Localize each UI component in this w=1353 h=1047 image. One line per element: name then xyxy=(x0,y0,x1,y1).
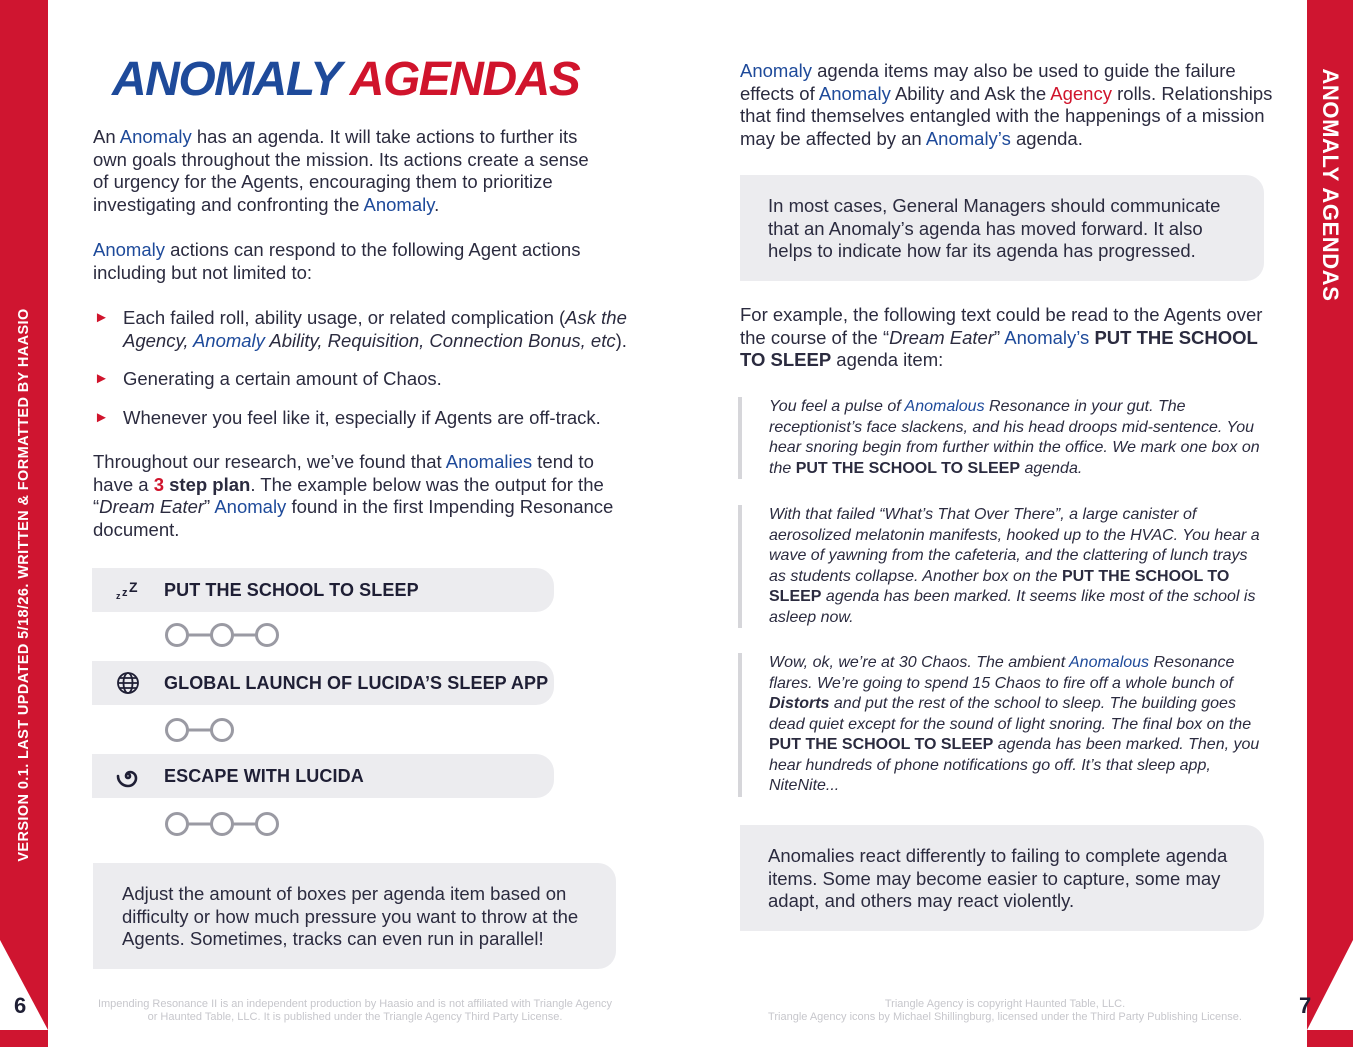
agenda-label: GLOBAL LAUNCH OF LUCIDA’S SLEEP APP xyxy=(164,672,549,693)
agenda-box xyxy=(212,720,233,741)
quote-2: With that failed “What’s That Over There”, a large canister of aerosolized melatonin manifests, hooked up to the HVAC. You hear a wave of yawning from the cafeteria, and the clattering of lunch trays as students collapse. Another box on the PUT THE SCHOOL TO SLEEP agenda has been marked. It seems like most of the school is asleep now. xyxy=(738,505,1268,628)
page-number-right: 7 xyxy=(1299,993,1312,1018)
list-item: ► Each failed roll, ability usage, or related complication (Ask the Agency, Anomaly Ability, Requisition, Connection Bonus, etc). xyxy=(94,307,627,351)
quote-1: You feel a pulse of Anomalous Resonance in your gut. The receptionist’s face slackens, and his head droops mid-sentence. You hear snoring begin from further within the office. We mark one box on the PUT THE SCHOOL TO SLEEP agenda. xyxy=(738,397,1268,479)
left-sidebar-version: VERSION 0.1. LAST UPDATED 5/18/26. WRITTEN & FORMATTED BY HAASIO xyxy=(16,308,32,862)
agenda-box xyxy=(167,625,188,646)
agenda-item-2 xyxy=(92,661,554,705)
callout-left: Adjust the amount of boxes per agenda item based on difficulty or how much pressure you want to throw at the Agents. Sometimes, tracks can even run in parallel! xyxy=(93,863,616,969)
agenda-box xyxy=(167,720,188,741)
agenda-box xyxy=(167,814,188,835)
quote-3: Wow, ok, we’re at 30 Chaos. The ambient Anomalous Resonance flares. We’re going to spend 15 Chaos to fire off a whole bunch of Distorts and put the rest of the school to sleep. The building goes dead quiet except for the sound of light snoring. The final box on the PUT THE SCHOOL TO SLEEP agenda has been marked. Then, you hear hundreds of phone notifications go off. It’s that sleep app, NiteNite... xyxy=(738,653,1268,797)
page-number-left: 6 xyxy=(14,993,27,1018)
agenda-track-1 xyxy=(165,622,285,648)
agenda-box xyxy=(257,814,278,835)
agenda-box xyxy=(212,814,233,835)
svg-text:z: z xyxy=(122,587,128,599)
sleep-zzz-icon xyxy=(92,579,164,601)
spiral-icon xyxy=(92,764,164,788)
callout-right-1: In most cases, General Managers should communicate that an Anomaly’s agenda has moved forward. It also helps to indicate how far its agenda has progressed. xyxy=(740,175,1264,281)
page-title: ANOMALY AGENDAS xyxy=(112,53,580,106)
agenda-item-3 xyxy=(92,754,554,798)
right-bar-corner xyxy=(1307,940,1353,1030)
svg-text:z: z xyxy=(116,591,121,601)
agenda-box xyxy=(257,625,278,646)
list-item: ► Generating a certain amount of Chaos. xyxy=(94,368,442,389)
right-intro-paragraph: Anomaly agenda items may also be used to guide the failure effects of Anomaly Ability and Ask the Agency rolls. Relationships that find themselves entangled with the happenings of a mission may be affected by an Anomaly’s agenda. xyxy=(740,60,1273,149)
agenda-box xyxy=(212,625,233,646)
actions-paragraph: Anomaly actions can respond to the following Agent actions including but not limited to: xyxy=(93,239,581,283)
globe-icon xyxy=(92,671,164,695)
agenda-label: PUT THE SCHOOL TO SLEEP xyxy=(164,579,419,600)
agenda-track-3 xyxy=(165,811,285,837)
example-paragraph: For example, the following text could be read to the Agents over the course of the “Dream Eater” Anomaly’s PUT THE SCHOOL TO SLEEP agenda item: xyxy=(740,304,1263,370)
svg-text:Z: Z xyxy=(129,579,138,595)
research-paragraph: Throughout our research, we’ve found that Anomalies tend to have a 3 step plan. The example below was the output for the “Dream Eater” Anomaly found in the first Impending Resonance document. xyxy=(93,451,614,540)
list-item: ► Whenever you feel like it, especially if Agents are off-track. xyxy=(94,406,601,428)
bullet-list xyxy=(93,307,633,445)
agenda-label: ESCAPE WITH LUCIDA xyxy=(164,765,364,786)
callout-right-2: Anomalies react differently to failing to complete agenda items. Some may become easier to capture, some may adapt, and others may react violently. xyxy=(740,825,1264,931)
agenda-track-2 xyxy=(165,717,240,743)
agenda-item-1 xyxy=(92,568,554,612)
footer-left: Impending Resonance II is an independent production by Haasio and is not affiliated with Triangle Agency or Haunted Table, LLC. It is published under the Triangle Agency Third Party License. xyxy=(97,998,613,1023)
intro-paragraph: An Anomaly has an agenda. It will take actions to further its own goals throughout the mission. Its actions create a sense of urgency for the Agents, encouraging them to prioritize investigating and confronting the Anomaly. xyxy=(93,126,589,215)
footer-right: Triangle Agency is copyright Haunted Table, LLC. Triangle Agency icons by Michael Shillingburg, licensed under the Third Party Publishing License. xyxy=(768,998,1242,1023)
